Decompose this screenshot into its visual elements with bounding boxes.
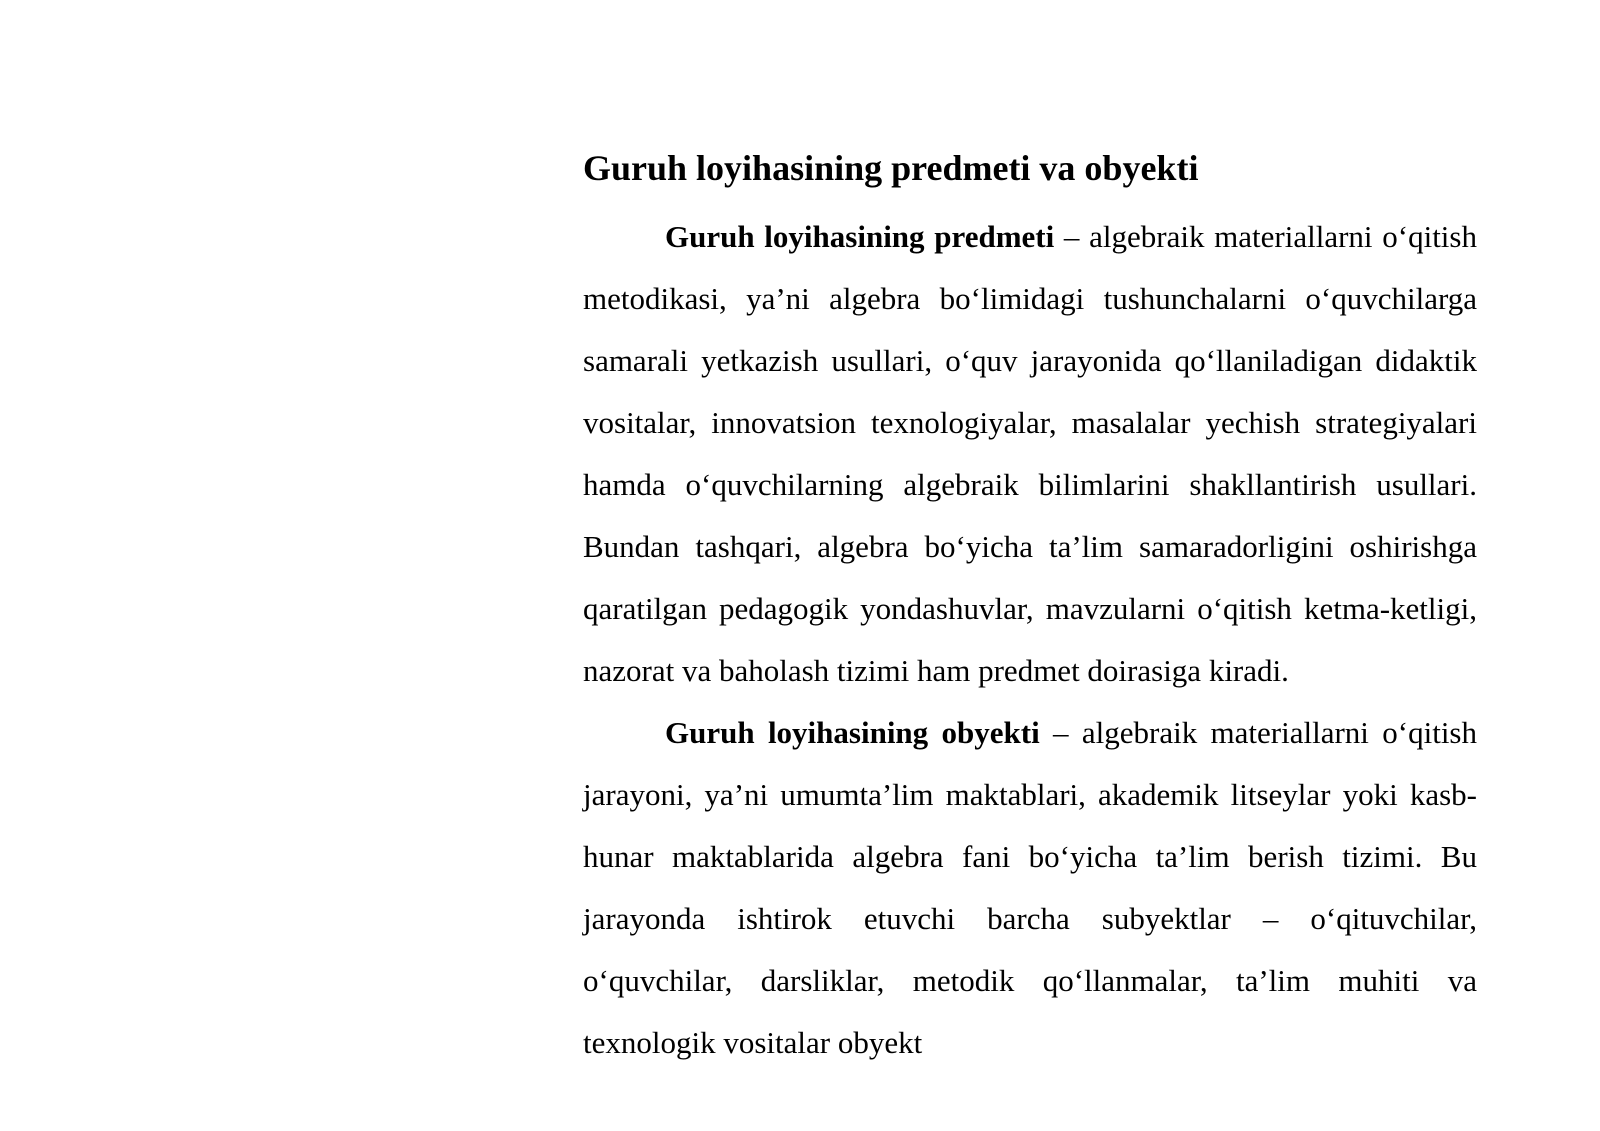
paragraph-term: Guruh loyihasining obyekti: [665, 715, 1040, 750]
document-content: [583, 146, 1477, 1074]
paragraph-term: Guruh loyihasining predmeti: [665, 219, 1055, 254]
section-heading: Guruh loyihasining predmeti va obyekti: [583, 148, 1199, 188]
paragraph-object: [583, 702, 1477, 1074]
paragraph-text: – algebraik materiallarni o‘qitish metodikasi, ya’ni algebra bo‘limidagi tushunchalarni o‘quvchilarga samarali yetkazish usullari, o‘quv jarayonida qo‘llaniladigan didaktik vositalar, innovatsion texnologiyalar, masalalar yechish strategiyalari hamda o‘quvchilarning algebraik bilimlarini shakllantirish usullari. Bundan tashqari, algebra bo‘yicha ta’lim samaradorligini oshirishga qaratilgan pedagogik yondashuvlar, mavzularni o‘qitish ketma-ketligi, nazorat va baholash tizimi ham predmet doirasiga kiradi.: [583, 219, 1477, 688]
paragraph-text: – algebraik materiallarni o‘qitish jarayoni, ya’ni umumta’lim maktablari, akademik litseylar yoki kasb-hunar maktablarida algebra fani bo‘yicha ta’lim berish tizimi. Bu jarayonda ishtirok etuvchi barcha subyektlar – o‘qituvchilar, o‘quvchilar, darsliklar, metodik qo‘llanmalar, ta’lim muhiti va texnologik vositalar obyekt: [583, 715, 1477, 1060]
paragraph-subject: [583, 206, 1477, 702]
